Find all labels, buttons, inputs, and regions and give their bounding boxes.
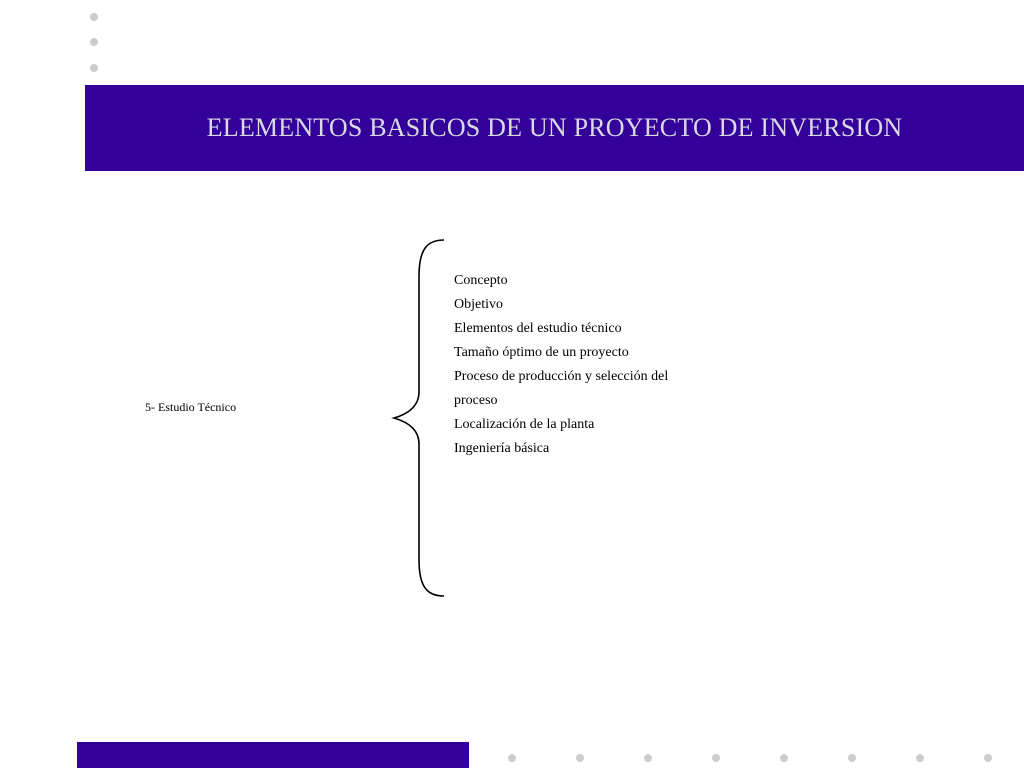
decorative-dot: [90, 38, 98, 46]
list-item: Localización de la planta: [454, 417, 595, 432]
list-item: Ingeniería básica: [454, 441, 550, 456]
slide-title: ELEMENTOS BASICOS DE UN PROYECTO DE INVERSION: [206, 113, 903, 142]
footer-bar: [77, 742, 469, 768]
list-item: Concepto: [454, 273, 508, 288]
section-label: 5- Estudio Técnico: [145, 400, 237, 414]
topic-list: [454, 269, 714, 461]
decorative-dot: [848, 754, 856, 762]
curly-brace: [388, 236, 448, 600]
decorative-dot: [508, 754, 516, 762]
list-item: Objetivo: [454, 297, 503, 312]
list-item: Proceso de producción y selección del proceso: [454, 369, 669, 408]
decorative-dot: [90, 64, 98, 72]
decorative-dot: [916, 754, 924, 762]
list-item: Elementos del estudio técnico: [454, 321, 622, 336]
decorative-dot: [576, 754, 584, 762]
decorative-dot: [644, 754, 652, 762]
title-bar: [85, 85, 1024, 171]
decorative-dot: [780, 754, 788, 762]
list-item: Tamaño óptimo de un proyecto: [454, 345, 629, 360]
decorative-dot: [90, 13, 98, 21]
decorative-dot: [712, 754, 720, 762]
decorative-dot: [984, 754, 992, 762]
